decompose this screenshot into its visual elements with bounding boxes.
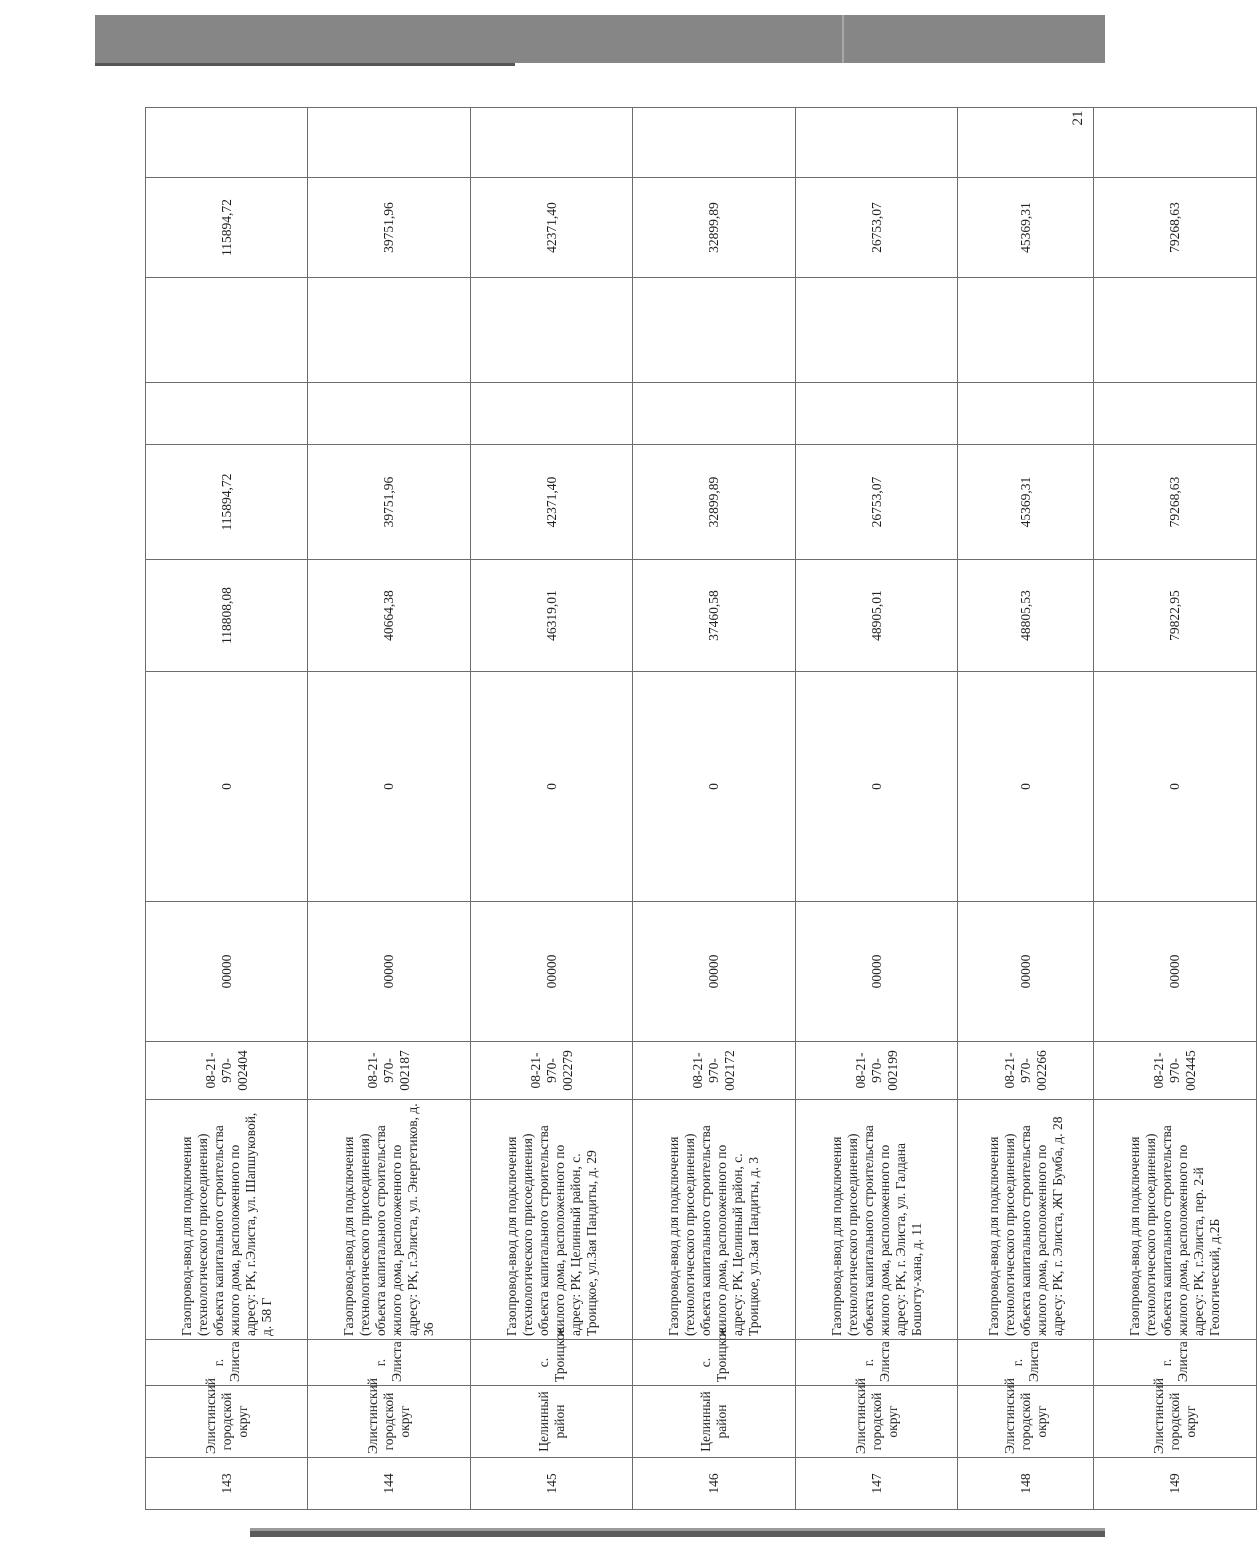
description-cell: Газопровод-ввод для подключения (технологического присоединения) объекта капитального строительства жилого дома, расположенного по адресу: РК, г.Элиста, ул. Энергетиков, д. 36 bbox=[308, 1100, 470, 1340]
empty-cell bbox=[470, 108, 632, 178]
value1-cell: 48905,01 bbox=[795, 560, 957, 672]
zero-cell: 0 bbox=[795, 672, 957, 902]
zero-cell: 0 bbox=[146, 672, 308, 902]
value2-cell: 115894,72 bbox=[146, 445, 308, 560]
value2-cell: 32899,89 bbox=[633, 445, 795, 560]
empty-cell bbox=[308, 108, 470, 178]
value3-cell: 115894,72 bbox=[146, 178, 308, 278]
district-cell: Элистинский городской округ bbox=[795, 1386, 957, 1458]
empty-cell bbox=[308, 278, 470, 383]
row-number: 149 bbox=[1094, 1458, 1257, 1510]
locality-cell: с. Троицкое bbox=[470, 1340, 632, 1386]
empty-cell bbox=[958, 383, 1094, 445]
scan-header-band bbox=[95, 15, 1105, 63]
value1-cell: 118808,08 bbox=[146, 560, 308, 672]
empty-cell bbox=[633, 278, 795, 383]
description-cell: Газопровод-ввод для подключения (технологического присоединения) объекта капитального строительства жилого дома, расположенного по адресу: РК, Целинный район, с. Троицкое, ул.Зая Пандиты, д. 3 bbox=[633, 1100, 795, 1340]
rotated-document-page bbox=[145, 108, 1257, 1510]
value2-cell: 79268,63 bbox=[1094, 445, 1257, 560]
table-row bbox=[1094, 108, 1257, 1510]
empty-cell bbox=[470, 383, 632, 445]
empty-cell bbox=[1094, 383, 1257, 445]
empty-cell bbox=[1094, 108, 1257, 178]
code-cell: 08-21-970-002404 bbox=[146, 1042, 308, 1100]
value3-cell: 45369,31 bbox=[958, 178, 1094, 278]
locality-cell: г. Элиста bbox=[795, 1340, 957, 1386]
description-cell: Газопровод-ввод для подключения (технологического присоединения) объекта капитального строительства жилого дома, расположенного по адресу: РК, Целинный район, с. Троицкое, ул.Зая Пандиты, д. 29 bbox=[470, 1100, 632, 1340]
empty-cell bbox=[146, 278, 308, 383]
empty-cell bbox=[633, 383, 795, 445]
district-cell: Целинный район bbox=[633, 1386, 795, 1458]
value3-cell: 39751,96 bbox=[308, 178, 470, 278]
table-row bbox=[146, 108, 308, 1510]
empty-cell bbox=[795, 108, 957, 178]
row-number: 148 bbox=[958, 1458, 1094, 1510]
scan-header-edge bbox=[95, 63, 515, 66]
description-cell: Газопровод-ввод для подключения (технологического присоединения) объекта капитального строительства жилого дома, расположенного по адресу: РК, г. Элиста, ЖГ Бумба, д. 28 bbox=[958, 1100, 1094, 1340]
value2-cell: 45369,31 bbox=[958, 445, 1094, 560]
code2-cell: 00000 bbox=[795, 902, 957, 1042]
zero-cell: 0 bbox=[470, 672, 632, 902]
value1-cell: 79822,95 bbox=[1094, 560, 1257, 672]
code-cell: 08-21-970-002445 bbox=[1094, 1042, 1257, 1100]
empty-cell bbox=[146, 383, 308, 445]
empty-cell bbox=[146, 108, 308, 178]
scan-header-divider bbox=[842, 15, 844, 63]
row-number: 145 bbox=[470, 1458, 632, 1510]
description-cell: Газопровод-ввод для подключения (технологического присоединения) объекта капитального строительства жилого дома, расположенного по адресу: РК, г. Элиста, ул. Галдана Бошогту-хана, д. 11 bbox=[795, 1100, 957, 1340]
value1-cell: 37460,58 bbox=[633, 560, 795, 672]
registry-table bbox=[145, 107, 1257, 1510]
zero-cell: 0 bbox=[1094, 672, 1257, 902]
code2-cell: 00000 bbox=[633, 902, 795, 1042]
table-row bbox=[958, 108, 1094, 1510]
code-cell: 08-21-970-002266 bbox=[958, 1042, 1094, 1100]
table-row bbox=[795, 108, 957, 1510]
zero-cell: 0 bbox=[308, 672, 470, 902]
district-cell: Элистинский городской округ bbox=[958, 1386, 1094, 1458]
locality-cell: г. Элиста bbox=[146, 1340, 308, 1386]
row-number: 147 bbox=[795, 1458, 957, 1510]
code-cell: 08-21-970-002279 bbox=[470, 1042, 632, 1100]
zero-cell: 0 bbox=[958, 672, 1094, 902]
empty-cell bbox=[795, 383, 957, 445]
code-cell: 08-21-970-002187 bbox=[308, 1042, 470, 1100]
value3-cell: 26753,07 bbox=[795, 178, 957, 278]
code2-cell: 00000 bbox=[146, 902, 308, 1042]
empty-cell bbox=[1094, 278, 1257, 383]
table-row bbox=[470, 108, 632, 1510]
code2-cell: 00000 bbox=[1094, 902, 1257, 1042]
description-cell: Газопровод-ввод для подключения (технологического присоединения) объекта капитального строительства жилого дома, расположенного по адресу: РК, г.Элиста, ул. Шапшуковой, д. 58 Г bbox=[146, 1100, 308, 1340]
row-number: 146 bbox=[633, 1458, 795, 1510]
value2-cell: 39751,96 bbox=[308, 445, 470, 560]
empty-cell bbox=[633, 108, 795, 178]
locality-cell: г. Элиста bbox=[308, 1340, 470, 1386]
value3-cell: 32899,89 bbox=[633, 178, 795, 278]
code-cell: 08-21-970-002172 bbox=[633, 1042, 795, 1100]
zero-cell: 0 bbox=[633, 672, 795, 902]
code2-cell: 00000 bbox=[308, 902, 470, 1042]
locality-cell: с. Троицкое bbox=[633, 1340, 795, 1386]
description-cell: Газопровод-ввод для подключения (технологического присоединения) объекта капитального строительства жилого дома, расположенного по адресу: РК, г.Элиста, пер. 2-й Геологический, д.2Б bbox=[1094, 1100, 1257, 1340]
page-number: 21 bbox=[1070, 110, 1086, 126]
code-cell: 08-21-970-002199 bbox=[795, 1042, 957, 1100]
scan-footer-band bbox=[250, 1528, 1105, 1537]
empty-cell bbox=[795, 278, 957, 383]
locality-cell: г. Элиста bbox=[958, 1340, 1094, 1386]
empty-cell bbox=[958, 278, 1094, 383]
district-cell: Элистинский городской округ bbox=[146, 1386, 308, 1458]
row-number: 144 bbox=[308, 1458, 470, 1510]
empty-cell bbox=[958, 108, 1094, 178]
value1-cell: 48805,53 bbox=[958, 560, 1094, 672]
code2-cell: 00000 bbox=[470, 902, 632, 1042]
code2-cell: 00000 bbox=[958, 902, 1094, 1042]
value3-cell: 42371,40 bbox=[470, 178, 632, 278]
empty-cell bbox=[308, 383, 470, 445]
locality-cell: г. Элиста bbox=[1094, 1340, 1257, 1386]
row-number: 143 bbox=[146, 1458, 308, 1510]
value3-cell: 79268,63 bbox=[1094, 178, 1257, 278]
value1-cell: 46319,01 bbox=[470, 560, 632, 672]
table-row bbox=[633, 108, 795, 1510]
district-cell: Элистинский городской округ bbox=[1094, 1386, 1257, 1458]
district-cell: Элистинский городской округ bbox=[308, 1386, 470, 1458]
district-cell: Целинный район bbox=[470, 1386, 632, 1458]
empty-cell bbox=[470, 278, 632, 383]
table-row bbox=[308, 108, 470, 1510]
value1-cell: 40664,38 bbox=[308, 560, 470, 672]
value2-cell: 26753,07 bbox=[795, 445, 957, 560]
value2-cell: 42371,40 bbox=[470, 445, 632, 560]
